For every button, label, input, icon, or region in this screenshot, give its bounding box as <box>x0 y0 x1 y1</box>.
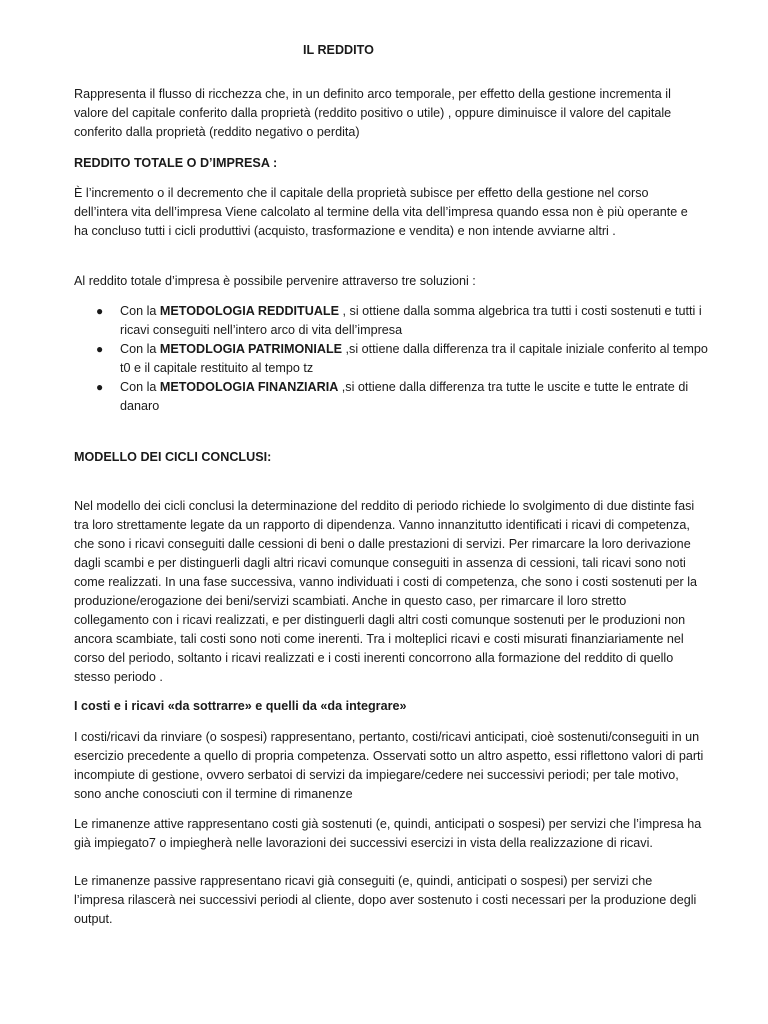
bullet-icon: ● <box>96 342 104 356</box>
paragraph-rimanenze-passive: Le rimanenze passive rappresentano ricavi già conseguiti (e, quindi, anticipati o sospesi) per servizi che l’impresa rilascerà nei successivi periodi al cliente, dopo aver sostenuto i costi necessari per la produzione degli output. <box>74 874 697 926</box>
list-item <box>74 378 714 416</box>
bullet-method: METODOLOGIA REDDITUALE <box>159 304 340 318</box>
paragraph-cicli-conclusi: Nel modello dei cicli conclusi la determinazione del reddito di periodo richiede lo svolgimento di due distinte fasi tra loro strettamente legate da un rapporto di dipendenza. Vanno innanzitutto identificati i ricavi di competenza, che sono i ricavi conseguiti dalle cessioni di beni o dalle prestazioni di servizi. Per rimarcare la loro derivazione dagli scambi e per distinguerli dagli altri ricavi comunque conseguiti in assenza di cessioni, tali ricavi sono noti come realizzati. In una fase successiva, vanno individuati i costi di competenza, che sono i costi sostenuti per la produzione/erogazione dei beni/servizi scambiati. Anche in questo caso, per rimarcare il loro stretto collegamento con i ricavi realizzati, e per distinguerli dagli altri costi comunque sostenuti per le produzioni non ancora scambiate, tali costi sono noti come inerenti. Tra i molteplici ricavi e costi misurati finanziariamente nel corso del periodo, soltanto i ricavi realizzati e i costi inerenti concorrono alla formazione del reddito di quello stesso periodo . <box>74 499 698 684</box>
bullet-prefix: Con la <box>120 342 160 356</box>
bullet-prefix: Con la <box>120 304 160 318</box>
bullet-text: ,si ottiene dalla differenza tra il capitale iniziale conferito al tempo t0 e il capitale restituito al tempo tz <box>120 342 708 375</box>
paragraph-soluzioni: Al reddito totale d’impresa è possibile pervenire attraverso tre soluzioni : <box>74 274 476 288</box>
list-item <box>74 340 714 378</box>
methodology-list <box>74 302 714 416</box>
paragraph-rimanenze-attive: Le rimanenze attive rappresentano costi già sostenuti (e, quindi, anticipati o sospesi) per servizi che l’impresa ha già impiegato7 o impiegherà nelle lavorazioni dei successivi esercizi in vista della realizzazione di ricavi. <box>74 817 702 850</box>
heading-costi-ricavi: I costi e i ricavi «da sottrarre» e quelli da «da integrare» <box>74 699 407 713</box>
bullet-prefix: Con la <box>120 380 160 394</box>
bullet-text: , si ottiene dalla somma algebrica tra tutti i costi sostenuti e tutti i ricavi conseguiti nell’intero arco di vita dell’impresa <box>120 304 702 337</box>
heading-modello-cicli: MODELLO DEI CICLI CONCLUSI: <box>74 450 272 464</box>
bullet-icon: ● <box>96 304 104 318</box>
paragraph-rinviare: I costi/ricavi da rinviare (o sospesi) rappresentano, pertanto, costi/ricavi anticipati, cioè sostenuti/conseguiti in un esercizio precedente a quello di propria competenza. Osservati sotto un altro aspetto, essi riflettono valori di parti incompiute di gestione, ovvero serbatoi di servizi da impiegare/cedere nei successivi periodi; per tale motivo, sono anche conosciuti con il termine di rimanenze <box>74 730 704 801</box>
bullet-method: METODLOGIA PATRIMONIALE <box>159 342 343 356</box>
list-item <box>74 302 714 340</box>
intro-paragraph: Rappresenta il flusso di ricchezza che, in un definito arco temporale, per effetto della gestione incrementa il valore del capitale conferito dalla proprietà (reddito positivo o utile) , oppure diminuisce il valore del capitale conferito dalla proprietà (reddito negativo o perdita) <box>74 87 672 139</box>
bullet-method: METODOLOGIA FINANZIARIA <box>159 380 339 394</box>
bullet-text: ,si ottiene dalla differenza tra tutte le uscite e tutte le entrate di danaro <box>120 380 689 413</box>
paragraph-incremento: È l’incremento o il decremento che il capitale della proprietà subisce per effetto della gestione nel corso dell’intera vita dell’impresa Viene calcolato al termine della vita dell’impresa quando essa non è più operante e ha concluso tutti i cicli produttivi (acquisto, trasformazione e vendita) e non intende avviarne altri . <box>74 186 688 238</box>
heading-reddito-totale: REDDITO TOTALE O D’IMPRESA : <box>74 156 278 170</box>
bullet-icon: ● <box>96 380 104 394</box>
document-title: IL REDDITO <box>303 43 374 57</box>
